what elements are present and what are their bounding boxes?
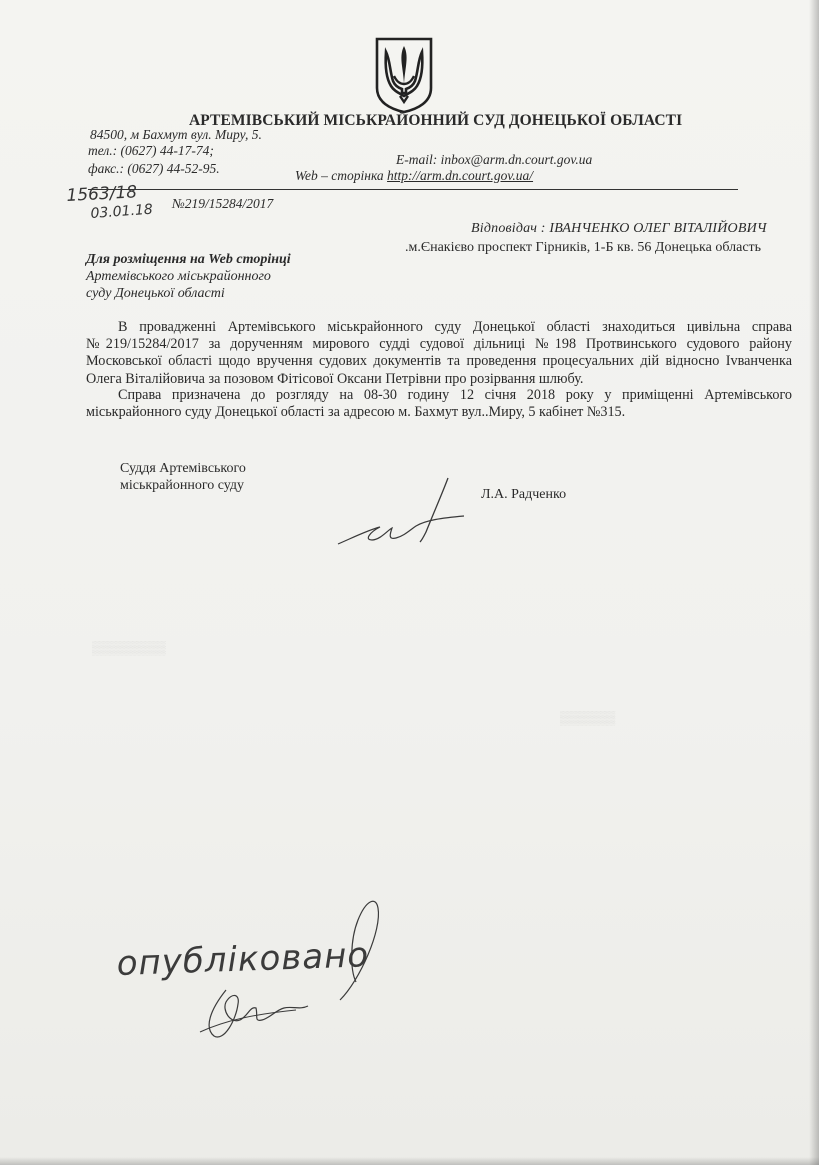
court-fax: факс.: (0627) 44-52-95.	[88, 161, 220, 176]
body-paragraph-1: В провадженні Артемівського міськрайонного суду Донецької області знаходиться цивільна справа №219/15284/2017 за дорученням мирового судді судової дільниці №198 Протвинського судового району Московської області щодо вручення судових документів та проведення процесуальних дій відносно Ivванченка Олега Віталійовича за позовом Фітісової Оксани Петрівни про розірвання шлюбу.	[86, 319, 792, 387]
email-label: E-mail:	[396, 152, 438, 167]
respondent-line	[471, 221, 767, 237]
show-through-text: ▒▒▒▒▒▒▒▒	[92, 640, 166, 655]
email-address: inbox@arm.dn.court.gov.ua	[440, 152, 593, 167]
respondent-address: .м.Єнакієво проспект Гірників, 1-Б кв. 56 Донецька область	[405, 240, 762, 255]
addressee-title: Для розміщення на Web сторінці	[86, 252, 291, 267]
respondent-name: ІВАНЧЕНКО ОЛЕГ ВІТАЛІЙОВИЧ	[549, 221, 767, 236]
case-number: №219/15284/2017	[172, 196, 274, 211]
scan-edge-bottom	[0, 1157, 819, 1165]
registration-number-handwritten: 1563/18	[66, 182, 138, 206]
judge-signature	[330, 472, 470, 552]
court-title: АРТЕМІВСЬКИЙ МІСЬКРАЙОННИЙ СУД ДОНЕЦЬКОЇ ОБЛАСТІ	[189, 112, 683, 129]
court-phone: тел.: (0627) 44-17-74;	[88, 143, 214, 158]
registration-date-handwritten: 03.01.18	[90, 201, 154, 222]
judge-title-line-1: Суддя Артемівського	[120, 461, 246, 476]
court-address: 84500, м Бахмут вул. Миру, 5.	[90, 127, 262, 142]
court-web-line	[295, 168, 533, 184]
addressee-line-2: суду Донецької області	[86, 286, 225, 301]
judge-title-line-2: міськрайонного суду	[120, 478, 245, 493]
body-paragraph-2: Справа призначена до розгляду на 08-30 годину 12 січня 2018 року у приміщенні Артемівського міськрайонного суду Донецької області за адресою м. Бахмут вул..Миру, 5 кабінет №315.	[86, 387, 792, 421]
show-through-text: ▒▒▒▒▒▒	[560, 710, 616, 725]
header-divider	[88, 189, 738, 190]
judge-name: Л.А. Радченко	[481, 487, 567, 502]
scan-edge-right	[809, 0, 819, 1165]
handwritten-published-note: опубліковано	[116, 935, 370, 984]
addressee-line-1: Артемівського міськрайонного	[86, 269, 271, 284]
court-email-line	[396, 152, 592, 168]
web-link[interactable]: http://arm.dn.court.gov.ua/	[387, 168, 534, 183]
tryzub-coat-of-arms-icon	[374, 36, 434, 114]
web-label: Web – сторінка	[295, 168, 384, 183]
respondent-label: Відповідач :	[471, 221, 546, 236]
publisher-signature	[196, 980, 316, 1050]
